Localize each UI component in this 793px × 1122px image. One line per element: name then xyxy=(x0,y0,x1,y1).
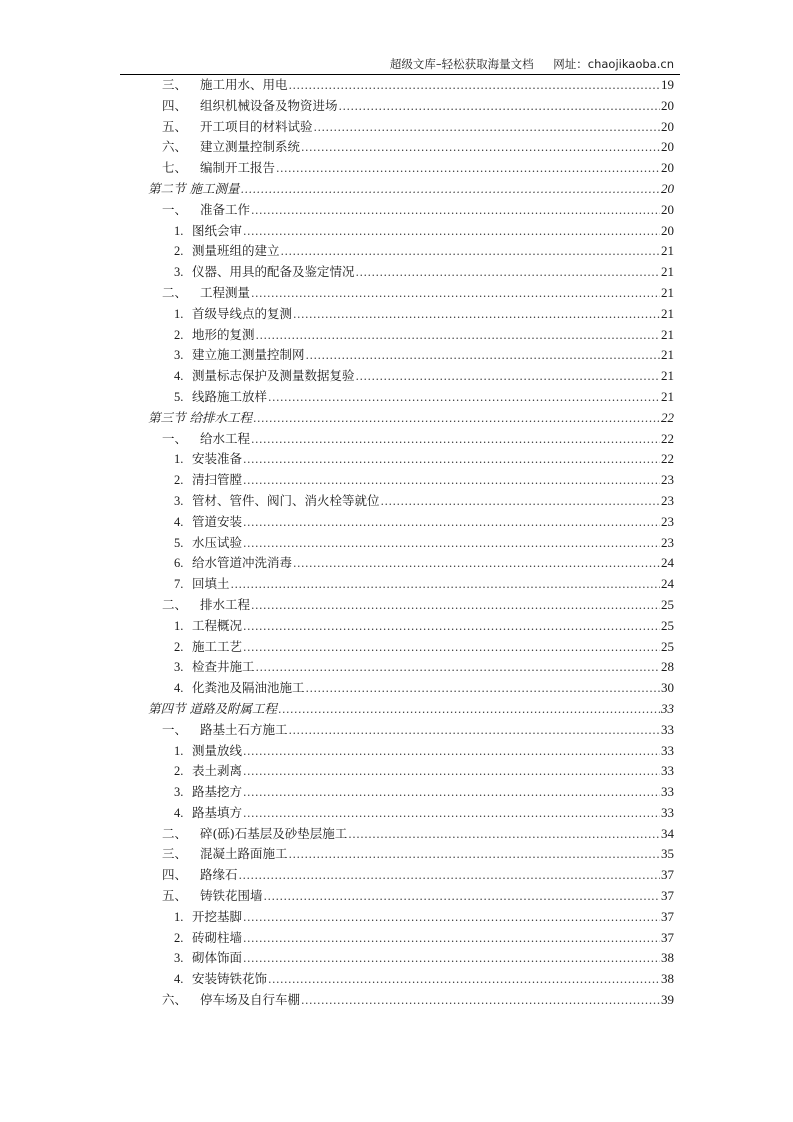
dot-leader xyxy=(243,513,660,534)
toc-entry-number: 3. xyxy=(174,493,184,508)
toc-entry-number: 第三节 xyxy=(148,409,186,425)
toc-entry[interactable] xyxy=(148,720,674,741)
toc-entry-number: 2. xyxy=(174,327,184,342)
toc-entry[interactable] xyxy=(148,990,674,1011)
toc-entry-title: 工程概况 xyxy=(192,617,243,633)
toc-entry[interactable] xyxy=(148,741,674,762)
toc-entry[interactable] xyxy=(148,637,674,658)
toc-entry-page: 33 xyxy=(661,784,674,800)
toc-entry-number: 3. xyxy=(174,660,184,675)
toc-entry-page: 22 xyxy=(661,451,674,467)
toc-section-entry[interactable] xyxy=(148,408,674,429)
toc-entry[interactable] xyxy=(148,761,674,782)
toc-entry[interactable] xyxy=(148,928,674,949)
toc-entry-title: 安装铸铁花饰 xyxy=(192,971,268,987)
toc-entry-number: 七、 xyxy=(162,160,188,176)
toc-entry-number: 四、 xyxy=(162,97,188,113)
toc-entry-page: 39 xyxy=(661,992,674,1008)
toc-entry-title: 道路及附属工程 xyxy=(189,700,278,716)
toc-entry-title: 水压试验 xyxy=(192,534,243,550)
dot-leader xyxy=(243,471,660,492)
toc-entry-page: 20 xyxy=(661,160,674,176)
toc-section-entry[interactable] xyxy=(148,699,674,720)
toc-entry[interactable] xyxy=(148,470,674,491)
toc-entry-number: 7. xyxy=(174,577,184,592)
toc-entry-number: 三、 xyxy=(162,846,188,862)
toc-entry-page: 33 xyxy=(661,700,674,716)
toc-entry-number: 5. xyxy=(174,535,184,550)
toc-entry-page: 21 xyxy=(661,347,674,363)
toc-entry-title: 砖砌柱墙 xyxy=(192,929,243,945)
dot-leader xyxy=(278,700,660,721)
toc-entry-title: 仪器、用具的配备及鉴定情况 xyxy=(192,264,355,280)
toc-entry-number: 1. xyxy=(174,452,184,467)
toc-entry-number: 二、 xyxy=(162,596,188,612)
toc-entry-title: 碎(砾)石基层及砂垫层施工 xyxy=(200,825,348,841)
toc-entry-title: 给排水工程 xyxy=(189,409,253,425)
toc-entry-title: 化粪池及隔油池施工 xyxy=(192,680,305,696)
toc-entry-number: 2. xyxy=(174,764,184,779)
toc-entry-page: 33 xyxy=(661,763,674,779)
toc-entry[interactable] xyxy=(148,657,674,678)
toc-entry[interactable] xyxy=(148,512,674,533)
toc-entry-title: 组织机械设备及物资进场 xyxy=(200,97,338,113)
dot-leader xyxy=(241,180,660,201)
toc-entry-page: 19 xyxy=(661,77,674,92)
toc-entry-number: 一、 xyxy=(162,430,188,446)
toc-entry-title: 管道安装 xyxy=(192,513,243,529)
toc-entry-page: 20 xyxy=(661,222,674,238)
page-header xyxy=(120,56,680,75)
toc-entry[interactable] xyxy=(148,96,674,117)
toc-entry-number: 四、 xyxy=(162,867,188,883)
dot-leader xyxy=(239,866,660,887)
dot-leader xyxy=(289,721,660,742)
toc-entry[interactable] xyxy=(148,200,674,221)
toc-entry[interactable] xyxy=(148,824,674,845)
toc-entry-title: 工程测量 xyxy=(200,284,251,300)
dot-leader xyxy=(276,159,660,180)
toc-entry-number: 第四节 xyxy=(148,700,186,716)
dot-leader xyxy=(243,804,660,825)
dot-leader xyxy=(243,929,660,950)
header-url: 网址：chaojikaoba.cn xyxy=(553,57,674,71)
toc-entry-title: 清扫管膛 xyxy=(192,472,243,488)
toc-entry[interactable] xyxy=(148,449,674,470)
toc-entry-number: 4. xyxy=(174,369,184,384)
toc-entry-number: 五、 xyxy=(162,888,188,904)
toc-entry[interactable] xyxy=(148,553,674,574)
toc-entry-page: 33 xyxy=(661,742,674,758)
toc-entry[interactable] xyxy=(148,366,674,387)
header-text xyxy=(390,56,674,72)
toc-entry-page: 33 xyxy=(661,721,674,737)
toc-entry-number: 4. xyxy=(174,805,184,820)
toc-entry[interactable] xyxy=(148,429,674,450)
dot-leader xyxy=(264,887,660,908)
toc-section-entry[interactable] xyxy=(148,179,674,200)
toc-entry-title: 施工测量 xyxy=(189,180,240,196)
toc-entry-number: 6. xyxy=(174,556,184,571)
dot-leader xyxy=(251,430,660,451)
toc-entry[interactable] xyxy=(148,948,674,969)
toc-entry-title: 混凝土路面施工 xyxy=(200,846,288,862)
toc-entry[interactable] xyxy=(148,574,674,595)
dot-leader xyxy=(243,908,660,929)
dot-leader xyxy=(243,783,660,804)
toc-entry-number: 2. xyxy=(174,473,184,488)
toc-entry-title: 路基挖方 xyxy=(192,784,243,800)
toc-entry-title: 线路施工放样 xyxy=(192,388,268,404)
toc-entry-number: 三、 xyxy=(162,77,188,92)
toc-entry-number: 1. xyxy=(174,223,184,238)
toc-entry-number: 3. xyxy=(174,348,184,363)
toc-entry-number: 2. xyxy=(174,930,184,945)
toc-entry-number: 1. xyxy=(174,743,184,758)
toc-entry-page: 37 xyxy=(661,908,674,924)
toc-entry-page: 21 xyxy=(661,368,674,384)
dot-leader xyxy=(293,554,660,575)
dot-leader xyxy=(243,638,660,659)
toc-entry-title: 图纸会审 xyxy=(192,222,243,238)
toc-entry-page: 21 xyxy=(661,264,674,280)
toc-entry-number: 2. xyxy=(174,639,184,654)
toc-entry-title: 测量班组的建立 xyxy=(192,243,280,259)
dot-leader xyxy=(256,658,660,679)
toc-entry-page: 38 xyxy=(661,971,674,987)
toc-entry-number: 第二节 xyxy=(148,180,186,196)
toc-entry-number: 六、 xyxy=(162,992,188,1008)
toc-entry[interactable] xyxy=(148,262,674,283)
dot-leader xyxy=(268,970,660,991)
toc-entry[interactable] xyxy=(148,907,674,928)
dot-leader xyxy=(251,284,660,305)
dot-leader xyxy=(243,534,660,555)
toc-entry-page: 24 xyxy=(661,555,674,571)
toc-entry-title: 地形的复测 xyxy=(192,326,255,342)
toc-entry[interactable] xyxy=(148,283,674,304)
dot-leader xyxy=(231,575,660,596)
dot-leader xyxy=(381,492,660,513)
toc-entry-number: 4. xyxy=(174,681,184,696)
toc-entry[interactable] xyxy=(148,117,674,138)
toc-entry-page: 21 xyxy=(661,305,674,321)
toc-entry-page: 37 xyxy=(661,929,674,945)
toc-entry-title: 表土剥离 xyxy=(192,763,243,779)
toc-entry-number: 2. xyxy=(174,244,184,259)
dot-leader xyxy=(281,242,660,263)
toc-entry-number: 一、 xyxy=(162,201,188,217)
dot-leader xyxy=(348,825,660,846)
toc-entry-title: 建立施工测量控制网 xyxy=(192,347,305,363)
toc-entry[interactable] xyxy=(148,865,674,886)
toc-entry-page: 23 xyxy=(661,492,674,508)
toc-entry-page: 20 xyxy=(661,118,674,134)
toc-entry-title: 开工项目的材料试验 xyxy=(200,118,313,134)
dot-leader xyxy=(243,742,660,763)
toc-entry-page: 20 xyxy=(661,97,674,113)
toc-entry-title: 路基土石方施工 xyxy=(200,721,288,737)
toc-entry-page: 37 xyxy=(661,867,674,883)
toc-entry-number: 5. xyxy=(174,389,184,404)
dot-leader xyxy=(314,118,660,139)
toc-entry-page: 34 xyxy=(661,825,674,841)
toc-entry[interactable] xyxy=(148,304,674,325)
toc-entry[interactable] xyxy=(148,325,674,346)
toc-entry-page: 20 xyxy=(661,201,674,217)
toc-entry-title: 路缘石 xyxy=(200,867,238,883)
toc-entry-page: 20 xyxy=(661,139,674,155)
toc-entry[interactable] xyxy=(148,678,674,699)
dot-leader xyxy=(301,991,660,1012)
toc-entry[interactable] xyxy=(148,782,674,803)
toc-entry-title: 测量放线 xyxy=(192,742,243,758)
toc-entry-number: 二、 xyxy=(162,284,188,300)
toc-entry-page: 21 xyxy=(661,326,674,342)
dot-leader xyxy=(251,596,660,617)
toc-entry[interactable] xyxy=(148,75,674,96)
dot-leader xyxy=(339,97,660,118)
toc-entry[interactable] xyxy=(148,158,674,179)
toc-entry-title: 检查井施工 xyxy=(192,659,255,675)
toc-entry-page: 33 xyxy=(661,804,674,820)
toc-entry-page: 21 xyxy=(661,284,674,300)
toc-entry-page: 25 xyxy=(661,617,674,633)
toc-entry[interactable] xyxy=(148,595,674,616)
toc-entry[interactable] xyxy=(148,221,674,242)
toc-entry-number: 4. xyxy=(174,972,184,987)
dot-leader xyxy=(356,367,660,388)
toc-entry-number: 3. xyxy=(174,265,184,280)
dot-leader xyxy=(293,305,660,326)
toc-entry-page: 38 xyxy=(661,950,674,966)
toc-entry[interactable] xyxy=(148,491,674,512)
toc-entry-title: 首级导线点的复测 xyxy=(192,305,293,321)
toc-entry-page: 23 xyxy=(661,513,674,529)
toc-entry-number: 1. xyxy=(174,618,184,633)
toc-entry-number: 六、 xyxy=(162,139,188,155)
toc-entry-page: 25 xyxy=(661,596,674,612)
toc-entry-page: 37 xyxy=(661,888,674,904)
toc-entry-title: 给水管道冲洗消毒 xyxy=(192,555,293,571)
toc-entry-title: 铸铁花围墙 xyxy=(200,888,263,904)
toc-entry[interactable] xyxy=(148,844,674,865)
dot-leader xyxy=(243,222,660,243)
toc-entry[interactable] xyxy=(148,886,674,907)
toc-entry-page: 24 xyxy=(661,576,674,592)
toc-entry-number: 3. xyxy=(174,951,184,966)
toc-entry-number: 1. xyxy=(174,909,184,924)
toc-entry-title: 施工工艺 xyxy=(192,638,243,654)
toc-entry-page: 21 xyxy=(661,243,674,259)
dot-leader xyxy=(253,409,660,430)
dot-leader xyxy=(289,845,660,866)
toc-entry-number: 五、 xyxy=(162,118,188,134)
toc-entry-title: 准备工作 xyxy=(200,201,251,217)
dot-leader xyxy=(301,138,660,159)
toc-entry-page: 22 xyxy=(661,409,674,425)
toc-entry-number: 3. xyxy=(174,785,184,800)
toc-entry-page: 28 xyxy=(661,659,674,675)
dot-leader xyxy=(256,326,660,347)
toc-entry-page: 35 xyxy=(661,846,674,862)
toc-entry-title: 回填土 xyxy=(192,576,230,592)
toc-entry-page: 25 xyxy=(661,638,674,654)
toc-entry[interactable] xyxy=(148,616,674,637)
toc-entry-title: 施工用水、用电 xyxy=(200,77,288,92)
toc-entry-title: 编制开工报告 xyxy=(200,160,276,176)
dot-leader xyxy=(243,762,660,783)
dot-leader xyxy=(251,201,660,222)
toc-entry-number: 一、 xyxy=(162,721,188,737)
toc-entry-title: 路基填方 xyxy=(192,804,243,820)
dot-leader xyxy=(243,949,660,970)
dot-leader xyxy=(289,76,660,97)
toc-entry-title: 停车场及自行车棚 xyxy=(200,992,301,1008)
toc-entry-title: 排水工程 xyxy=(200,596,251,612)
dot-leader xyxy=(356,263,660,284)
toc-entry[interactable] xyxy=(148,803,674,824)
toc-entry-title: 开挖基脚 xyxy=(192,908,243,924)
toc-entry[interactable] xyxy=(148,533,674,554)
toc-entry-page: 30 xyxy=(661,680,674,696)
toc-entry-page: 23 xyxy=(661,534,674,550)
toc-entry-page: 23 xyxy=(661,472,674,488)
toc-entry-title: 安装准备 xyxy=(192,451,243,467)
header-site-name: 超级文库–轻松获取海量文档 xyxy=(389,57,534,71)
toc-entry-title: 给水工程 xyxy=(200,430,251,446)
toc-entry-page: 21 xyxy=(661,388,674,404)
dot-leader xyxy=(243,617,660,638)
toc-entry-number: 1. xyxy=(174,306,184,321)
toc-entry-number: 二、 xyxy=(162,825,188,841)
dot-leader xyxy=(268,388,660,409)
dot-leader xyxy=(306,679,660,700)
toc-entry[interactable] xyxy=(148,241,674,262)
toc-entry-number: 4. xyxy=(174,514,184,529)
toc-entry[interactable] xyxy=(148,387,674,408)
toc-entry-title: 建立测量控制系统 xyxy=(200,139,301,155)
toc-entry-page: 22 xyxy=(661,430,674,446)
toc-entry[interactable] xyxy=(148,969,674,990)
toc-entry[interactable] xyxy=(148,137,674,158)
dot-leader xyxy=(306,346,660,367)
toc-entry-title: 砌体饰面 xyxy=(192,950,243,966)
table-of-contents xyxy=(148,75,674,1011)
toc-entry[interactable] xyxy=(148,345,674,366)
dot-leader xyxy=(243,450,660,471)
toc-entry-title: 管材、管件、阀门、消火栓等就位 xyxy=(192,492,380,508)
toc-entry-title: 测量标志保护及测量数据复验 xyxy=(192,368,355,384)
toc-entry-page: 20 xyxy=(661,180,674,196)
